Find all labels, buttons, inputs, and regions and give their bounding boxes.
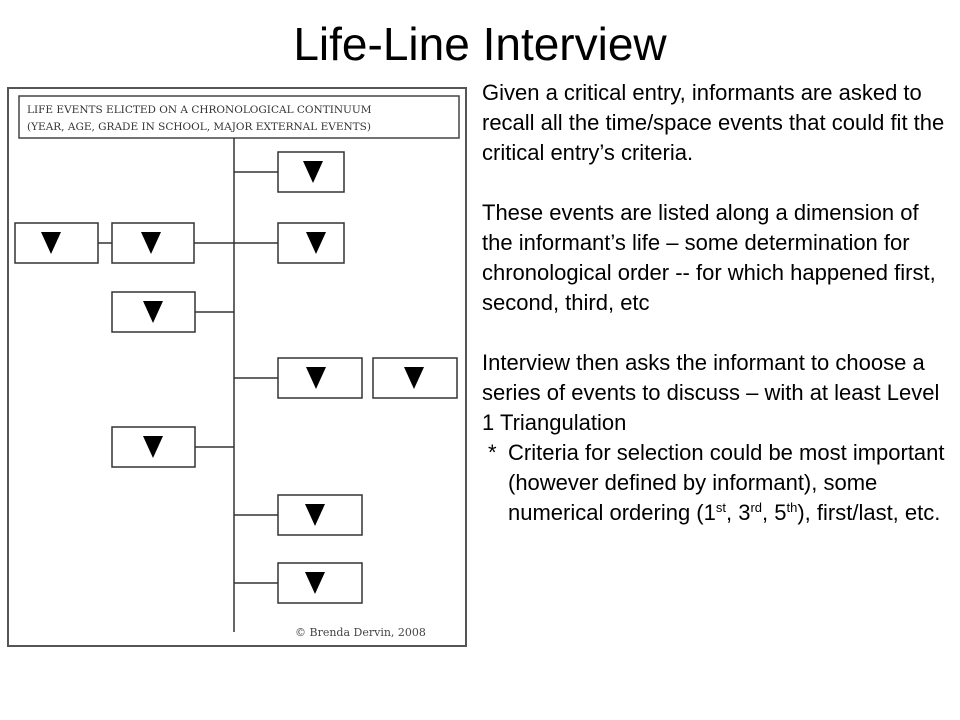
event-box [278,223,344,263]
event-box [278,495,362,535]
selection-criteria-bullet [482,438,952,528]
superscript-rd: rd [750,500,763,515]
header-line-2: (YEAR, AGE, GRADE IN SCHOOL, MAJOR EXTERNAL EVENTS) [27,121,371,133]
bullet-text-end: ), first/last, etc. [797,500,941,525]
header-line-1: LIFE EVENTS ELICTED ON A CHRONOLOGICAL CONTINUUM [27,104,372,116]
event-box [278,358,362,398]
bullet-separator: , 3 [726,500,751,525]
event-box [373,358,457,398]
paragraph-triangulation: Interview then asks the informant to choose a series of events to discuss – with at least Level 1 Triangulation [482,350,940,435]
copyright-text: © Brenda Dervin, 2008 [295,626,426,639]
bullet-text: Criteria for selection could be most important (however defined by informant), some numerical ordering (1 [508,440,945,525]
slide-title: Life-Line Interview [293,18,667,70]
event-box [278,152,344,192]
paragraph-critical-entry: Given a critical entry, informants are asked to recall all the time/space events that could fit the critical entry’s criteria. [482,80,945,165]
superscript-th: th [786,500,798,515]
paragraph-chronological-order: These events are listed along a dimension of the informant’s life – some determination for chronological order -- for which happened first, second, third, etc [482,200,936,315]
event-box [278,563,362,603]
event-box [112,427,195,467]
life-line-diagram [7,87,467,647]
superscript-st: st [715,500,726,515]
event-box [112,292,195,332]
event-box [112,223,194,263]
event-box [15,223,98,263]
bullet-marker: * [488,440,497,465]
bullet-separator: , 5 [762,500,787,525]
description-text [482,78,952,528]
